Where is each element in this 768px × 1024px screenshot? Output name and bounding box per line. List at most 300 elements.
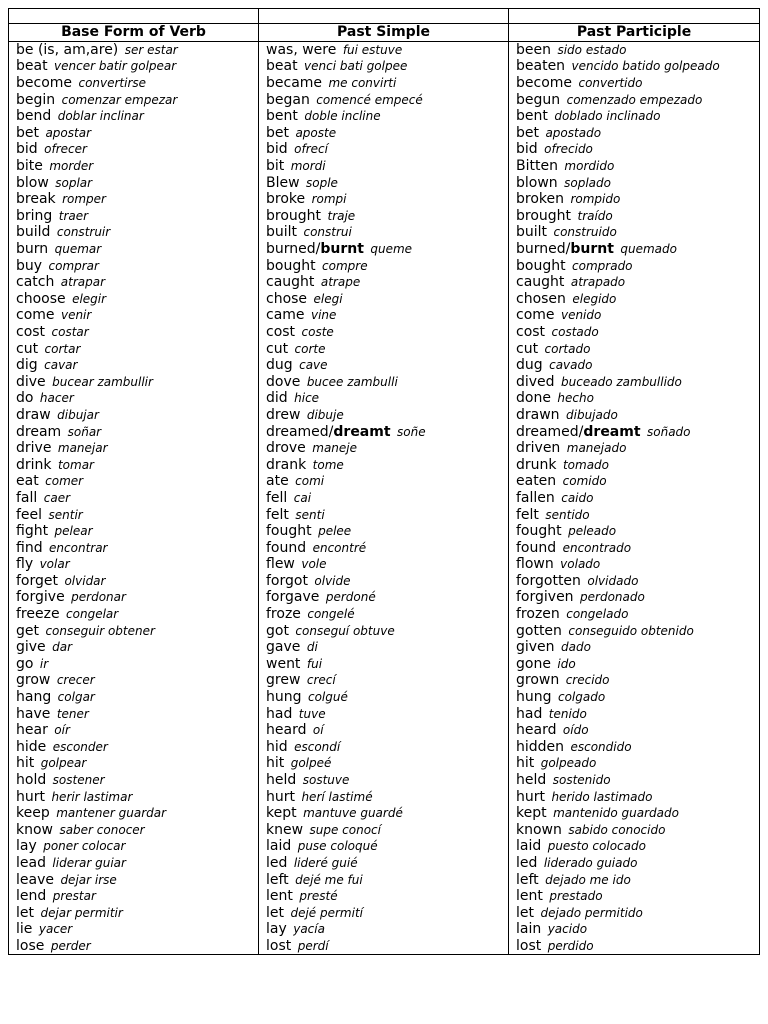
english-word: heard bbox=[516, 722, 557, 739]
cell-base-form bbox=[9, 224, 259, 241]
cell-base-form bbox=[9, 788, 259, 805]
cell-base-form bbox=[9, 357, 259, 374]
english-word: went bbox=[266, 655, 301, 672]
cell-past-simple bbox=[259, 705, 509, 722]
english-word: built bbox=[266, 224, 298, 241]
table-row bbox=[9, 340, 760, 357]
cell-past-simple bbox=[259, 523, 509, 540]
spanish-translation: sabido conocido bbox=[568, 822, 666, 837]
spanish-translation: yacía bbox=[293, 922, 325, 937]
blank-cell bbox=[259, 9, 509, 24]
table-row bbox=[9, 423, 760, 440]
english-word: eaten bbox=[516, 473, 557, 490]
table-row bbox=[9, 125, 760, 142]
cell-past-simple bbox=[259, 191, 509, 208]
table-row bbox=[9, 921, 760, 938]
spanish-translation: perdonar bbox=[71, 590, 126, 605]
cell-past-participle bbox=[509, 606, 760, 623]
english-word: held bbox=[266, 772, 297, 789]
cell-past-simple bbox=[259, 938, 509, 955]
english-word: grew bbox=[266, 672, 301, 689]
cell-past-simple bbox=[259, 440, 509, 457]
table-row bbox=[9, 357, 760, 374]
cell-past-participle bbox=[509, 622, 760, 639]
cell-past-simple bbox=[259, 174, 509, 191]
cell-past-simple bbox=[259, 722, 509, 739]
english-word: burn bbox=[16, 241, 49, 258]
english-word: do bbox=[16, 390, 34, 407]
english-word: grow bbox=[16, 672, 51, 689]
table-row bbox=[9, 473, 760, 490]
english-word: hit bbox=[516, 755, 535, 772]
spanish-translation: dejar permitir bbox=[40, 905, 123, 920]
spanish-translation: sido estado bbox=[557, 42, 627, 57]
cell-base-form bbox=[9, 257, 259, 274]
cell-base-form bbox=[9, 838, 259, 855]
cell-base-form bbox=[9, 639, 259, 656]
cell-past-participle bbox=[509, 805, 760, 822]
cell-past-participle bbox=[509, 490, 760, 507]
english-word: get bbox=[16, 622, 39, 639]
english-word: hurt bbox=[516, 788, 545, 805]
spanish-translation: olvidar bbox=[64, 573, 106, 588]
english-word: flown bbox=[516, 556, 554, 573]
english-word: brought bbox=[266, 207, 322, 224]
cell-past-simple bbox=[259, 506, 509, 523]
english-word: blown bbox=[516, 174, 558, 191]
english-word: chosen bbox=[516, 290, 566, 307]
cell-past-simple bbox=[259, 291, 509, 308]
table-row bbox=[9, 58, 760, 75]
spanish-translation: queme bbox=[370, 242, 413, 257]
english-word: drank bbox=[266, 456, 307, 473]
spanish-translation: compre bbox=[322, 258, 368, 273]
spanish-translation: ofrecer bbox=[44, 142, 87, 157]
table-row bbox=[9, 174, 760, 191]
english-word: dreamed/dreamt bbox=[516, 423, 641, 440]
english-word: dove bbox=[266, 373, 301, 390]
spanish-translation: vencer batir golpear bbox=[54, 59, 177, 74]
english-word: become bbox=[16, 75, 73, 92]
english-word: forget bbox=[16, 572, 58, 589]
english-word: forgive bbox=[16, 589, 65, 606]
cell-base-form bbox=[9, 423, 259, 440]
cell-past-participle bbox=[509, 672, 760, 689]
spanish-translation: sentir bbox=[48, 507, 83, 522]
english-word: hurt bbox=[266, 788, 295, 805]
english-word: cut bbox=[266, 340, 289, 357]
cell-past-participle bbox=[509, 772, 760, 789]
english-word: let bbox=[16, 904, 34, 921]
table-row bbox=[9, 91, 760, 108]
spanish-translation: fui bbox=[306, 656, 323, 671]
cell-base-form bbox=[9, 556, 259, 573]
spanish-translation: elegir bbox=[72, 291, 107, 306]
spanish-translation: volado bbox=[560, 557, 601, 572]
english-word: gone bbox=[516, 655, 551, 672]
spanish-translation: oí bbox=[312, 723, 324, 738]
cell-base-form bbox=[9, 656, 259, 673]
spanish-translation: dejar irse bbox=[60, 872, 117, 887]
cell-past-participle bbox=[509, 224, 760, 241]
spanish-translation: morder bbox=[49, 159, 94, 174]
spanish-translation: dejado permitido bbox=[540, 905, 643, 920]
cell-past-simple bbox=[259, 556, 509, 573]
spanish-translation: atrapado bbox=[570, 275, 626, 290]
table-row bbox=[9, 539, 760, 556]
spanish-translation: doblar inclinar bbox=[57, 109, 144, 124]
spanish-translation: buceado zambullido bbox=[561, 374, 682, 389]
english-word: froze bbox=[266, 606, 301, 623]
spanish-translation: hecho bbox=[557, 391, 594, 406]
table-row bbox=[9, 788, 760, 805]
cell-past-participle bbox=[509, 456, 760, 473]
english-word: fallen bbox=[516, 489, 555, 506]
spanish-translation: hacer bbox=[39, 391, 74, 406]
spanish-translation: tuve bbox=[298, 706, 326, 721]
spanish-translation: construido bbox=[553, 225, 617, 240]
cell-past-simple bbox=[259, 141, 509, 158]
english-word: caught bbox=[266, 274, 315, 291]
cell-past-participle bbox=[509, 506, 760, 523]
table-row bbox=[9, 307, 760, 324]
cell-base-form bbox=[9, 705, 259, 722]
spanish-translation: perdonado bbox=[580, 590, 645, 605]
english-word: bend bbox=[16, 108, 52, 125]
spanish-translation: lideré guié bbox=[293, 855, 358, 870]
english-word: lain bbox=[516, 921, 542, 938]
blank-cell bbox=[9, 9, 259, 24]
spanish-translation: conseguido obtenido bbox=[568, 623, 694, 638]
english-word: bought bbox=[516, 257, 566, 274]
spanish-translation: tener bbox=[56, 706, 89, 721]
cell-past-simple bbox=[259, 805, 509, 822]
english-word: bid bbox=[516, 141, 538, 158]
table-row bbox=[9, 274, 760, 291]
table-row bbox=[9, 838, 760, 855]
spanish-translation: pelear bbox=[54, 524, 93, 539]
english-word: give bbox=[16, 639, 46, 656]
spanish-translation: dejado me ido bbox=[545, 872, 631, 887]
english-word: bid bbox=[16, 141, 38, 158]
english-word: begin bbox=[16, 91, 56, 108]
english-word: have bbox=[16, 705, 51, 722]
spanish-translation: colgado bbox=[557, 690, 606, 705]
spanish-translation: perdí bbox=[297, 938, 329, 953]
spanish-translation: tomado bbox=[562, 457, 610, 472]
english-word: dived bbox=[516, 373, 555, 390]
cell-base-form bbox=[9, 208, 259, 225]
english-word: gave bbox=[266, 639, 301, 656]
cell-past-participle bbox=[509, 822, 760, 839]
cell-past-simple bbox=[259, 357, 509, 374]
table-row bbox=[9, 141, 760, 158]
english-word: hold bbox=[16, 772, 47, 789]
table-row bbox=[9, 589, 760, 606]
cell-base-form bbox=[9, 506, 259, 523]
cell-past-participle bbox=[509, 838, 760, 855]
spanish-translation: mordido bbox=[564, 159, 615, 174]
spanish-translation: liderar guiar bbox=[52, 855, 126, 870]
cell-past-participle bbox=[509, 739, 760, 756]
cell-base-form bbox=[9, 722, 259, 739]
cell-past-participle bbox=[509, 755, 760, 772]
spanish-translation: atrapar bbox=[60, 275, 106, 290]
english-word: go bbox=[16, 655, 34, 672]
english-word: cut bbox=[516, 340, 539, 357]
english-word: hung bbox=[266, 689, 302, 706]
spanish-translation: apostado bbox=[545, 125, 602, 140]
cell-past-participle bbox=[509, 125, 760, 142]
cell-base-form bbox=[9, 241, 259, 258]
english-word: draw bbox=[16, 406, 51, 423]
cell-past-participle bbox=[509, 722, 760, 739]
cell-past-simple bbox=[259, 41, 509, 58]
english-word: build bbox=[16, 224, 51, 241]
table-row bbox=[9, 208, 760, 225]
spanish-translation: perder bbox=[50, 938, 91, 953]
table-row bbox=[9, 689, 760, 706]
cell-past-simple bbox=[259, 390, 509, 407]
spanish-translation: me convirti bbox=[328, 76, 397, 91]
spanish-translation: sentido bbox=[545, 507, 590, 522]
spanish-translation: dibuje bbox=[306, 407, 344, 422]
cell-past-participle bbox=[509, 75, 760, 92]
spanish-translation: herir lastimar bbox=[51, 789, 133, 804]
cell-past-simple bbox=[259, 423, 509, 440]
cell-past-simple bbox=[259, 606, 509, 623]
spanish-translation: presté bbox=[299, 889, 338, 904]
cell-past-participle bbox=[509, 423, 760, 440]
spanish-translation: colgué bbox=[307, 690, 348, 705]
english-word: lend bbox=[16, 888, 47, 905]
cell-past-simple bbox=[259, 788, 509, 805]
table-row bbox=[9, 639, 760, 656]
spanish-translation: pelee bbox=[318, 524, 352, 539]
cell-base-form bbox=[9, 307, 259, 324]
spanish-translation: olvidado bbox=[587, 573, 639, 588]
spanish-translation: dejé me fui bbox=[295, 872, 363, 887]
blank-cell bbox=[509, 9, 760, 24]
cell-past-participle bbox=[509, 390, 760, 407]
spanish-translation: yacer bbox=[38, 922, 73, 937]
english-word: built bbox=[516, 224, 548, 241]
cell-base-form bbox=[9, 805, 259, 822]
cell-base-form bbox=[9, 606, 259, 623]
spanish-translation: mordi bbox=[290, 159, 326, 174]
english-word: had bbox=[516, 705, 543, 722]
table-row bbox=[9, 506, 760, 523]
spanish-translation: colgar bbox=[57, 690, 95, 705]
table-row bbox=[9, 672, 760, 689]
cell-past-participle bbox=[509, 208, 760, 225]
english-word: gotten bbox=[516, 622, 562, 639]
table-row bbox=[9, 888, 760, 905]
verb-table bbox=[8, 8, 760, 955]
table-row bbox=[9, 938, 760, 955]
spanish-translation: doble incline bbox=[304, 109, 381, 124]
english-word: laid bbox=[516, 838, 542, 855]
english-word: lent bbox=[516, 888, 543, 905]
cell-past-participle bbox=[509, 307, 760, 324]
spanish-translation: vole bbox=[301, 557, 327, 572]
cell-base-form bbox=[9, 108, 259, 125]
english-word: bet bbox=[516, 124, 539, 141]
cell-base-form bbox=[9, 440, 259, 457]
cell-base-form bbox=[9, 921, 259, 938]
cell-past-participle bbox=[509, 938, 760, 955]
english-word: found bbox=[516, 539, 557, 556]
cell-base-form bbox=[9, 938, 259, 955]
spanish-translation: hice bbox=[294, 391, 320, 406]
english-word: lay bbox=[266, 921, 287, 938]
spanish-translation: comenzar empezar bbox=[61, 92, 178, 107]
cell-past-simple bbox=[259, 639, 509, 656]
spanish-translation: mantener guardar bbox=[56, 806, 167, 821]
english-word: forgave bbox=[266, 589, 320, 606]
cell-base-form bbox=[9, 689, 259, 706]
cell-past-simple bbox=[259, 456, 509, 473]
cell-base-form bbox=[9, 125, 259, 142]
spanish-translation: dibujar bbox=[57, 407, 99, 422]
spanish-translation: comencé empecé bbox=[316, 92, 423, 107]
cell-past-participle bbox=[509, 556, 760, 573]
table-row bbox=[9, 440, 760, 457]
spanish-translation: encontrado bbox=[562, 540, 632, 555]
cell-past-simple bbox=[259, 921, 509, 938]
cell-past-simple bbox=[259, 755, 509, 772]
cell-past-participle bbox=[509, 855, 760, 872]
english-word: Bitten bbox=[516, 158, 558, 175]
spanish-translation: crecido bbox=[565, 673, 610, 688]
table-row bbox=[9, 755, 760, 772]
spanish-translation: dejé permití bbox=[290, 905, 363, 920]
english-word: kept bbox=[516, 805, 547, 822]
english-word: beat bbox=[266, 58, 298, 75]
english-word: hang bbox=[16, 689, 52, 706]
header-base-form: Base Form of Verb bbox=[9, 24, 259, 42]
bold-variant: dreamt bbox=[333, 423, 391, 440]
spanish-translation: congelado bbox=[566, 607, 629, 622]
cell-base-form bbox=[9, 772, 259, 789]
cell-past-simple bbox=[259, 340, 509, 357]
cell-base-form bbox=[9, 324, 259, 341]
cell-past-simple bbox=[259, 589, 509, 606]
spanish-translation: ido bbox=[557, 656, 576, 671]
spanish-translation: soplar bbox=[55, 175, 93, 190]
spanish-translation: apostar bbox=[45, 125, 92, 140]
english-word: cut bbox=[16, 340, 39, 357]
spanish-translation: manejar bbox=[57, 441, 108, 456]
english-word: cost bbox=[16, 323, 46, 340]
cell-past-simple bbox=[259, 871, 509, 888]
table-row bbox=[9, 705, 760, 722]
english-word: was, were bbox=[266, 41, 337, 58]
cell-past-participle bbox=[509, 291, 760, 308]
cell-base-form bbox=[9, 58, 259, 75]
english-word: heard bbox=[266, 722, 307, 739]
spanish-translation: escondido bbox=[570, 739, 632, 754]
english-word: chose bbox=[266, 290, 308, 307]
cell-past-simple bbox=[259, 490, 509, 507]
spanish-translation: cavar bbox=[44, 358, 78, 373]
cell-past-simple bbox=[259, 656, 509, 673]
spanish-translation: traer bbox=[58, 208, 89, 223]
cell-past-simple bbox=[259, 672, 509, 689]
table-row bbox=[9, 191, 760, 208]
spanish-translation: venci bati golpee bbox=[304, 59, 408, 74]
spanish-translation: fui estuve bbox=[342, 42, 403, 57]
english-word: buy bbox=[16, 257, 43, 274]
english-word: found bbox=[266, 539, 307, 556]
cell-past-simple bbox=[259, 855, 509, 872]
english-word: dive bbox=[16, 373, 46, 390]
spanish-translation: cave bbox=[299, 358, 328, 373]
cell-base-form bbox=[9, 291, 259, 308]
cell-past-simple bbox=[259, 91, 509, 108]
english-word: bet bbox=[16, 124, 39, 141]
english-word: lay bbox=[16, 838, 37, 855]
cell-past-participle bbox=[509, 241, 760, 258]
table-row bbox=[9, 490, 760, 507]
spanish-translation: cai bbox=[293, 490, 312, 505]
english-word: caught bbox=[516, 274, 565, 291]
spanish-translation: construir bbox=[56, 225, 111, 240]
english-word: grown bbox=[516, 672, 560, 689]
table-row bbox=[9, 722, 760, 739]
cell-base-form bbox=[9, 888, 259, 905]
cell-past-participle bbox=[509, 888, 760, 905]
spanish-translation: congelé bbox=[307, 607, 355, 622]
english-word: frozen bbox=[516, 606, 560, 623]
cell-past-simple bbox=[259, 539, 509, 556]
cell-past-participle bbox=[509, 324, 760, 341]
cell-base-form bbox=[9, 871, 259, 888]
spanish-translation: volar bbox=[39, 557, 70, 572]
cell-past-participle bbox=[509, 573, 760, 590]
english-word: fell bbox=[266, 489, 288, 506]
cell-base-form bbox=[9, 373, 259, 390]
cell-past-simple bbox=[259, 904, 509, 921]
table-row bbox=[9, 573, 760, 590]
spanish-translation: perdido bbox=[547, 938, 594, 953]
spanish-translation: sostener bbox=[52, 773, 105, 788]
spanish-translation: comi bbox=[295, 474, 325, 489]
english-word: came bbox=[266, 307, 305, 324]
spanish-translation: ofrecido bbox=[544, 142, 593, 157]
english-word: drink bbox=[16, 456, 52, 473]
cell-past-participle bbox=[509, 191, 760, 208]
cell-past-participle bbox=[509, 689, 760, 706]
cell-base-form bbox=[9, 191, 259, 208]
english-word: choose bbox=[16, 290, 66, 307]
spanish-translation: ir bbox=[39, 656, 49, 671]
english-word: fly bbox=[16, 556, 34, 573]
spanish-translation: soñar bbox=[67, 424, 102, 439]
cell-base-form bbox=[9, 739, 259, 756]
cell-base-form bbox=[9, 473, 259, 490]
spanish-translation: ofrecí bbox=[294, 142, 328, 157]
english-word: let bbox=[516, 904, 534, 921]
table-row bbox=[9, 158, 760, 175]
spanish-translation: soñe bbox=[397, 424, 426, 439]
cell-past-simple bbox=[259, 739, 509, 756]
english-word: left bbox=[516, 871, 539, 888]
english-word: begun bbox=[516, 91, 561, 108]
spanish-translation: comer bbox=[45, 474, 84, 489]
spanish-translation: prestar bbox=[52, 889, 96, 904]
cell-past-participle bbox=[509, 141, 760, 158]
